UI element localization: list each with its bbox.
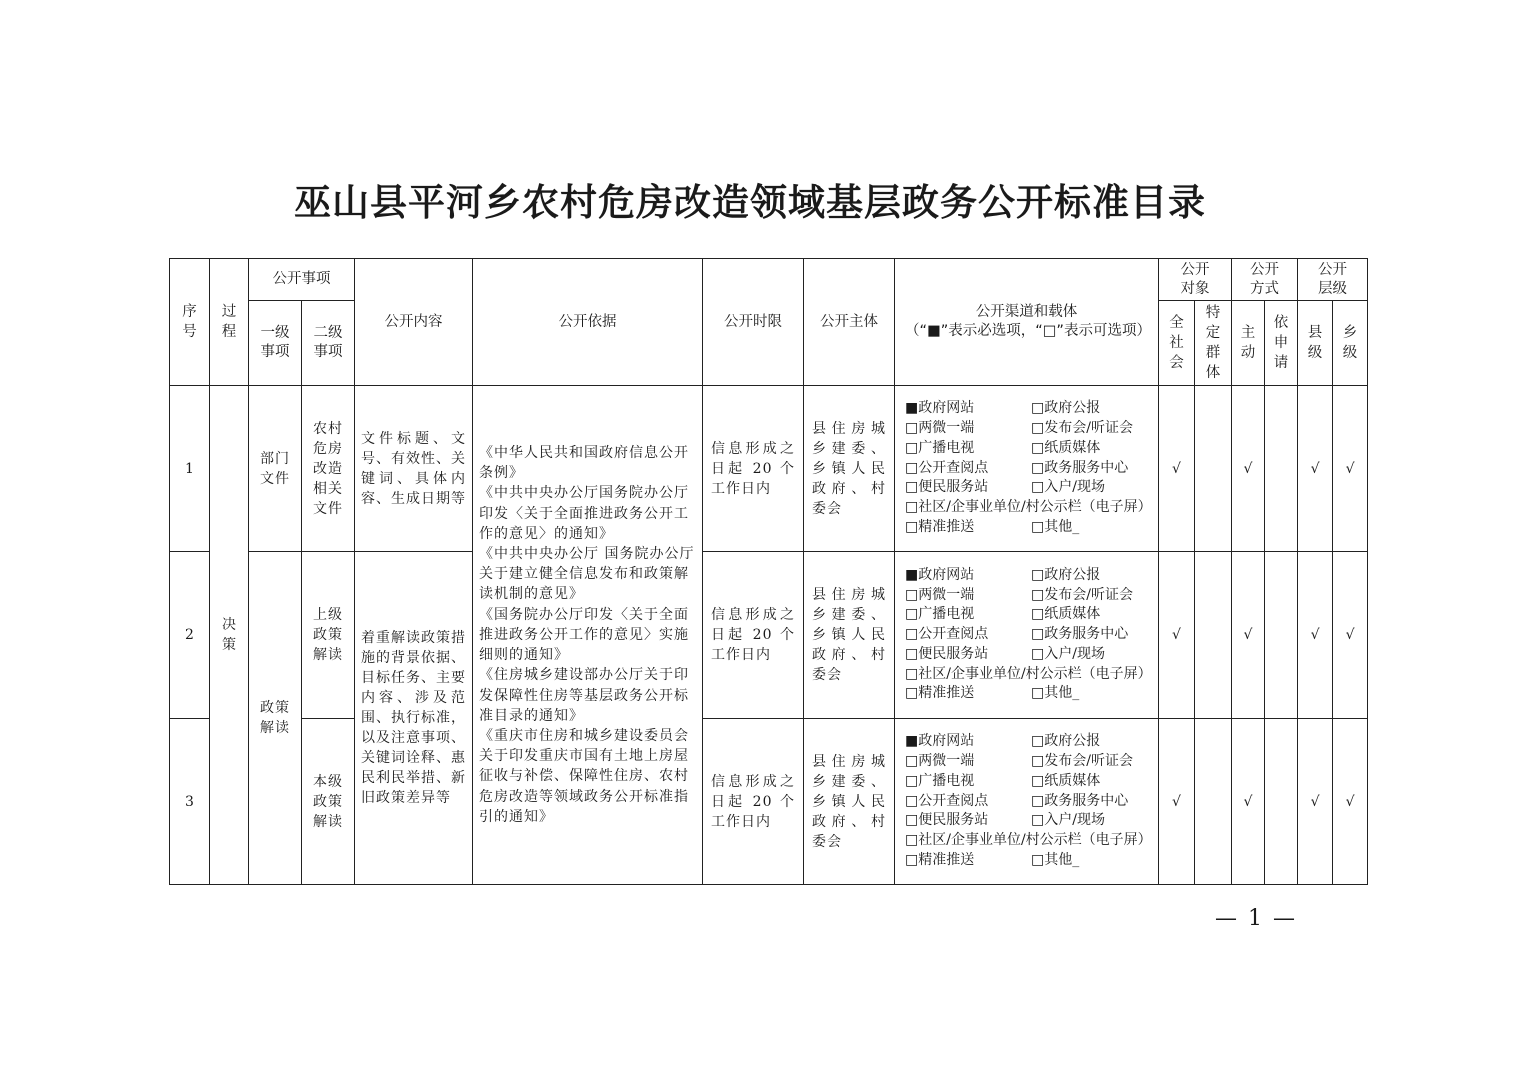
level-county-check: √ — [1298, 552, 1333, 719]
basis-cell: 《中华人民共和国政府信息公开条例》 《中共中央办公厅国务院办公厅印发〈关于全面推进政务公开工作的意见〉的通知》 《中共中央办公厅 国务院办公厅关于建立健全信息发布和政策解读机制的意见》 《国务院办公厅印发〈关于全面推进政务公开工作的意见〉实施细则的通知》 《住房城乡建设部办公厅关于印发保障性住房等基层政务公开标准目录的通知》 《重庆市住房和城乡建设委员会关于印发重庆市国有土地上房屋征收与补偿、保障性住房、农村危房改造等领域政务公开标准指引的通知》 — [473, 386, 703, 885]
channel-reading-point: □公开查阅点 — [905, 792, 989, 809]
target-specific-check — [1195, 552, 1232, 719]
row-subject: 县住房城乡建委、乡镇人民政府、村委会 — [804, 719, 895, 885]
channel-list — [895, 566, 1158, 705]
channel-precise-push: □精准推送 — [905, 851, 975, 868]
channel-press-conference: □发布会/听证会 — [1031, 753, 1133, 769]
channel-bulletin-board: □社区/企事业单位/村公示栏（电子屏） — [905, 832, 1152, 849]
channel-print-media: □纸质媒体 — [1031, 606, 1101, 623]
row-level2: 上级政策解读 — [302, 552, 355, 719]
channel-bulletin-board: □社区/企事业单位/村公示栏（电子屏） — [905, 665, 1152, 682]
channel-other: □其他_ — [1031, 518, 1080, 535]
header-level2: 二级事项 — [302, 301, 355, 386]
channel-broadcast-tv: □广播电视 — [905, 772, 975, 789]
header-method-request: 依申请 — [1265, 301, 1298, 386]
row-time-limit: 信息形成之日起 20 个工作日内 — [703, 719, 804, 885]
channel-other: □其他_ — [1031, 851, 1080, 868]
target-all-check: √ — [1159, 719, 1195, 885]
row-content-policy: 着重解读政策措施的背景依据、目标任务、主要内容、涉及范围、执行标准，以及注意事项、关键词诠释、惠民利民举措、新旧政策差异等 — [355, 552, 473, 885]
row-seq: 3 — [170, 719, 210, 885]
method-request-check — [1265, 719, 1298, 885]
channel-gov-gazette: □政府公报 — [1031, 400, 1101, 417]
table-row — [170, 386, 1368, 552]
table-row — [170, 552, 1368, 719]
level-town-check: √ — [1333, 386, 1368, 552]
level-county-check: √ — [1298, 719, 1333, 885]
channel-service-center: □政务服务中心 — [1031, 792, 1129, 809]
method-request-check — [1265, 386, 1298, 552]
row-content: 文件标题、文号、有效性、关键词、具体内容、生成日期等 — [355, 386, 473, 552]
channel-press-conference: □发布会/听证会 — [1031, 586, 1133, 603]
row-time-limit: 信息形成之日起 20 个工作日内 — [703, 386, 804, 552]
target-specific-check — [1195, 386, 1232, 552]
row-time-limit: 信息形成之日起 20 个工作日内 — [703, 552, 804, 719]
header-content: 公开内容 — [355, 259, 473, 386]
channel-precise-push: □精准推送 — [905, 518, 975, 535]
channel-door-to-door: □入户/现场 — [1031, 645, 1105, 662]
row-level1-policy: 政策解读 — [249, 552, 302, 885]
channel-gov-website: ■政府网站 — [905, 733, 975, 750]
channel-two-micro-one-end: □两微一端 — [905, 753, 975, 769]
header-target-specific: 特定群体 — [1195, 301, 1232, 386]
channel-list — [895, 732, 1158, 871]
header-seq: 序号 — [170, 259, 210, 386]
row-level2: 农村危房改造相关文件 — [302, 386, 355, 552]
row-seq: 1 — [170, 386, 210, 552]
channel-reading-point: □公开查阅点 — [905, 626, 989, 643]
channel-door-to-door: □入户/现场 — [1031, 812, 1105, 829]
target-specific-check — [1195, 719, 1232, 885]
header-basis: 公开依据 — [473, 259, 703, 386]
channel-gov-website: ■政府网站 — [905, 400, 975, 417]
channel-precise-push: □精准推送 — [905, 685, 975, 702]
header-subject: 公开主体 — [804, 259, 895, 386]
channel-broadcast-tv: □广播电视 — [905, 606, 975, 623]
header-process: 过程 — [210, 259, 249, 386]
row-level2: 本级政策解读 — [302, 719, 355, 885]
row-channels — [895, 552, 1159, 719]
channel-press-conference: □发布会/听证会 — [1031, 420, 1133, 436]
channel-broadcast-tv: □广播电视 — [905, 439, 975, 456]
channel-gov-gazette: □政府公报 — [1031, 566, 1101, 583]
header-target-all: 全社会 — [1159, 301, 1195, 386]
channel-service-station: □便民服务站 — [905, 645, 989, 662]
target-all-check: √ — [1159, 552, 1195, 719]
header-method-group: 公开方式 — [1232, 259, 1298, 301]
header-channels — [895, 259, 1159, 386]
header-level-group: 公开层级 — [1298, 259, 1368, 301]
row-subject: 县住房城乡建委、乡镇人民政府、村委会 — [804, 552, 895, 719]
method-active-check: √ — [1232, 386, 1265, 552]
method-active-check: √ — [1232, 552, 1265, 719]
header-level-town: 乡级 — [1333, 301, 1368, 386]
row-seq: 2 — [170, 552, 210, 719]
channel-two-micro-one-end: □两微一端 — [905, 586, 975, 603]
process-cell: 决策 — [210, 386, 249, 885]
target-all-check: √ — [1159, 386, 1195, 552]
channel-two-micro-one-end: □两微一端 — [905, 420, 975, 436]
channel-service-center: □政务服务中心 — [1031, 626, 1129, 643]
channel-list — [895, 399, 1158, 538]
channel-print-media: □纸质媒体 — [1031, 772, 1101, 789]
channel-print-media: □纸质媒体 — [1031, 439, 1101, 456]
header-items-group: 公开事项 — [249, 259, 355, 301]
header-target-group: 公开对象 — [1159, 259, 1232, 301]
channel-reading-point: □公开查阅点 — [905, 459, 989, 476]
channel-gov-gazette: □政府公报 — [1031, 733, 1101, 750]
row-subject: 县住房城乡建委、乡镇人民政府、村委会 — [804, 386, 895, 552]
row-channels — [895, 386, 1159, 552]
level-town-check: √ — [1333, 719, 1368, 885]
header-level1: 一级事项 — [249, 301, 302, 386]
row-level1: 部门文件 — [249, 386, 302, 552]
header-level-county: 县级 — [1298, 301, 1333, 386]
channel-service-center: □政务服务中心 — [1031, 459, 1129, 476]
row-channels — [895, 719, 1159, 885]
level-county-check: √ — [1298, 386, 1333, 552]
header-time-limit: 公开时限 — [703, 259, 804, 386]
level-town-check: √ — [1333, 552, 1368, 719]
table-row — [170, 719, 1368, 885]
method-active-check: √ — [1232, 719, 1265, 885]
page-title: 巫山县平河乡农村危房改造领域基层政务公开标准目录 — [294, 180, 1206, 224]
header-method-active: 主动 — [1232, 301, 1265, 386]
channel-gov-website: ■政府网站 — [905, 566, 975, 583]
header-channels-title: 公开渠道和载体 — [975, 304, 1078, 320]
method-request-check — [1265, 552, 1298, 719]
page-number: — 1 — — [1215, 906, 1297, 931]
catalog-table — [169, 258, 1368, 885]
channel-other: □其他_ — [1031, 685, 1080, 702]
channel-door-to-door: □入户/现场 — [1031, 479, 1105, 496]
channel-bulletin-board: □社区/企事业单位/村公示栏（电子屏） — [905, 499, 1152, 516]
header-channels-note: （“■”表示必选项，“□”表示可选项） — [905, 323, 1151, 339]
channel-service-station: □便民服务站 — [905, 479, 989, 496]
channel-service-station: □便民服务站 — [905, 812, 989, 829]
